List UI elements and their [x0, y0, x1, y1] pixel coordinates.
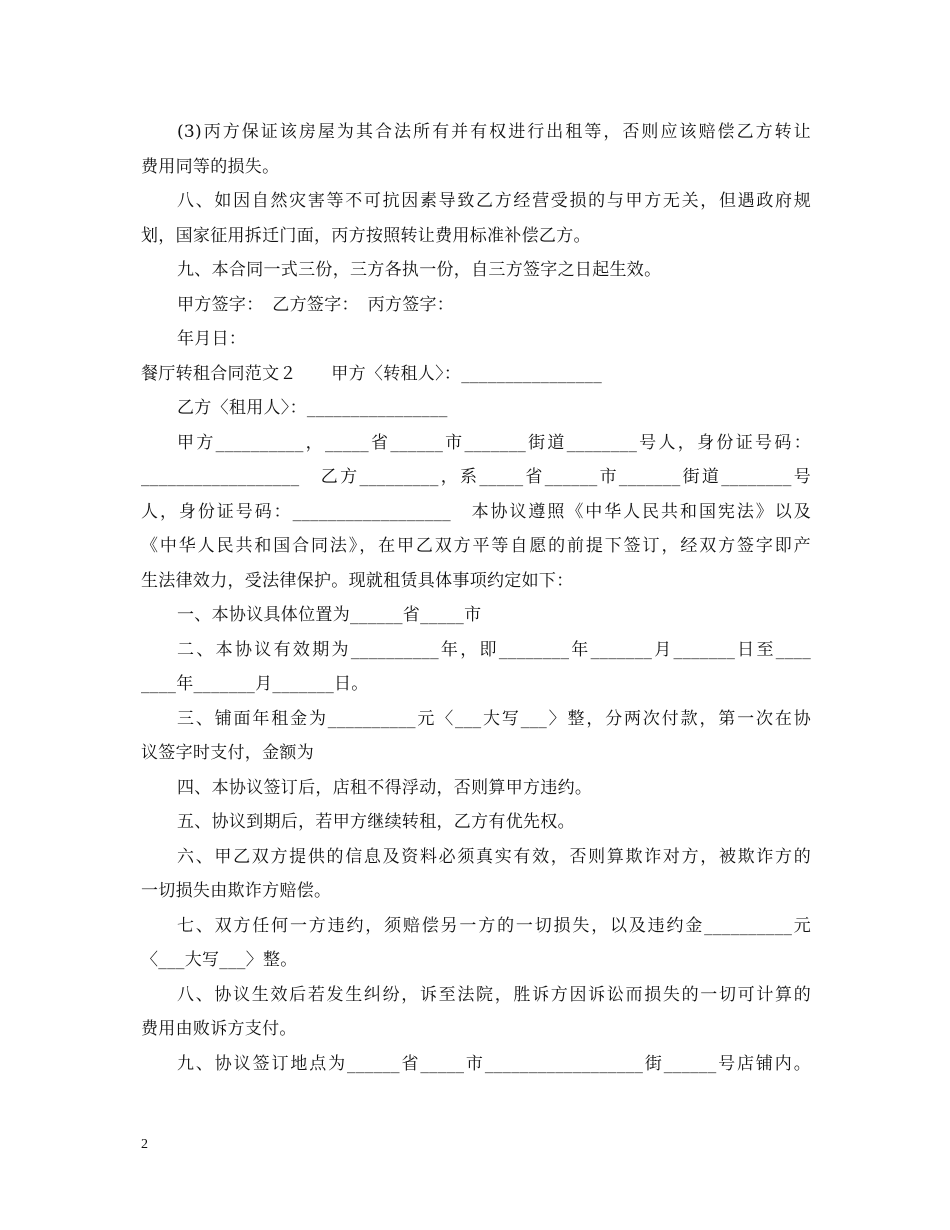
text-line: 甲方签字： 乙方签字： 丙方签字：: [177, 294, 455, 315]
page-number: 2: [141, 1137, 148, 1152]
text-line: 甲方__________，_____省______市_______街道________号人，身份证号码：: [177, 432, 811, 453]
text-line: ____年_______月_______日。: [141, 674, 369, 694]
text-line: 费用同等的损失。: [141, 156, 280, 177]
text-line: 乙方〈租用人〉：________________: [177, 398, 448, 418]
text-line: 一切损失由欺诈方赔偿。: [141, 881, 332, 901]
text-line: 人，身份证号码：__________________ 本协议遵照《中华人民共和国宪法》以及: [141, 501, 811, 522]
text-line: __________________ 乙方_________，系_____省______市_______街道________号: [141, 467, 811, 487]
text-line: 三、铺面年租金为__________元〈___大写___〉整，分两次付款，第一次在协: [177, 708, 811, 729]
text-line: 〈___大写___〉整。: [141, 950, 298, 970]
text-line: 《中华人民共和国合同法》，在甲乙双方平等自愿的前提下签订，经双方签字即产: [141, 536, 811, 556]
text-line: 划，国家征用拆迁门面，丙方按照转让费用标准补偿乙方。: [141, 225, 591, 246]
text-line: 二、本协议有效期为__________年，即________年_______月_______日至____: [177, 639, 811, 660]
text-line: 年月日：: [177, 329, 247, 349]
text-line: 五、协议到期后，若甲方继续转租，乙方有优先权。: [177, 812, 575, 832]
text-line: 七、双方任何一方违约，须赔偿另一方的一切损失，以及违约金__________元: [177, 915, 811, 936]
text-line: 一、本协议具体位置为______省_____市: [177, 605, 482, 625]
text-line: 餐厅转租合同范文２ 甲方〈转租人〉：________________: [141, 363, 602, 384]
text-line: 九、本合同一式三份，三方各执一份，自三方签字之日起生效。: [177, 260, 662, 280]
text-line: 议签字时支付，金额为: [141, 743, 314, 763]
text-line: 八、如因自然灾害等不可抗因素导致乙方经营受损的与甲方无关，但遇政府规: [177, 191, 811, 211]
text-line: 六、甲乙双方提供的信息及资料必须真实有效，否则算欺诈对方，被欺诈方的: [177, 846, 811, 867]
text-line: 费用由败诉方支付。: [141, 1019, 297, 1039]
text-line: 四、本协议签订后，店租不得浮动，否则算甲方违约。: [177, 777, 593, 798]
text-line: (3)丙方保证该房屋为其合法所有并有权进行出租等，否则应该赔偿乙方转让: [177, 122, 811, 142]
text-line: 九、协议签订地点为______省_____市__________________街______号店铺内。: [177, 1053, 811, 1074]
text-line: 八、协议生效后若发生纠纷，诉至法院，胜诉方因诉讼而损失的一切可计算的: [177, 984, 811, 1005]
text-line: 生法律效力，受法律保护。现就租赁具体事项约定如下：: [141, 570, 574, 591]
